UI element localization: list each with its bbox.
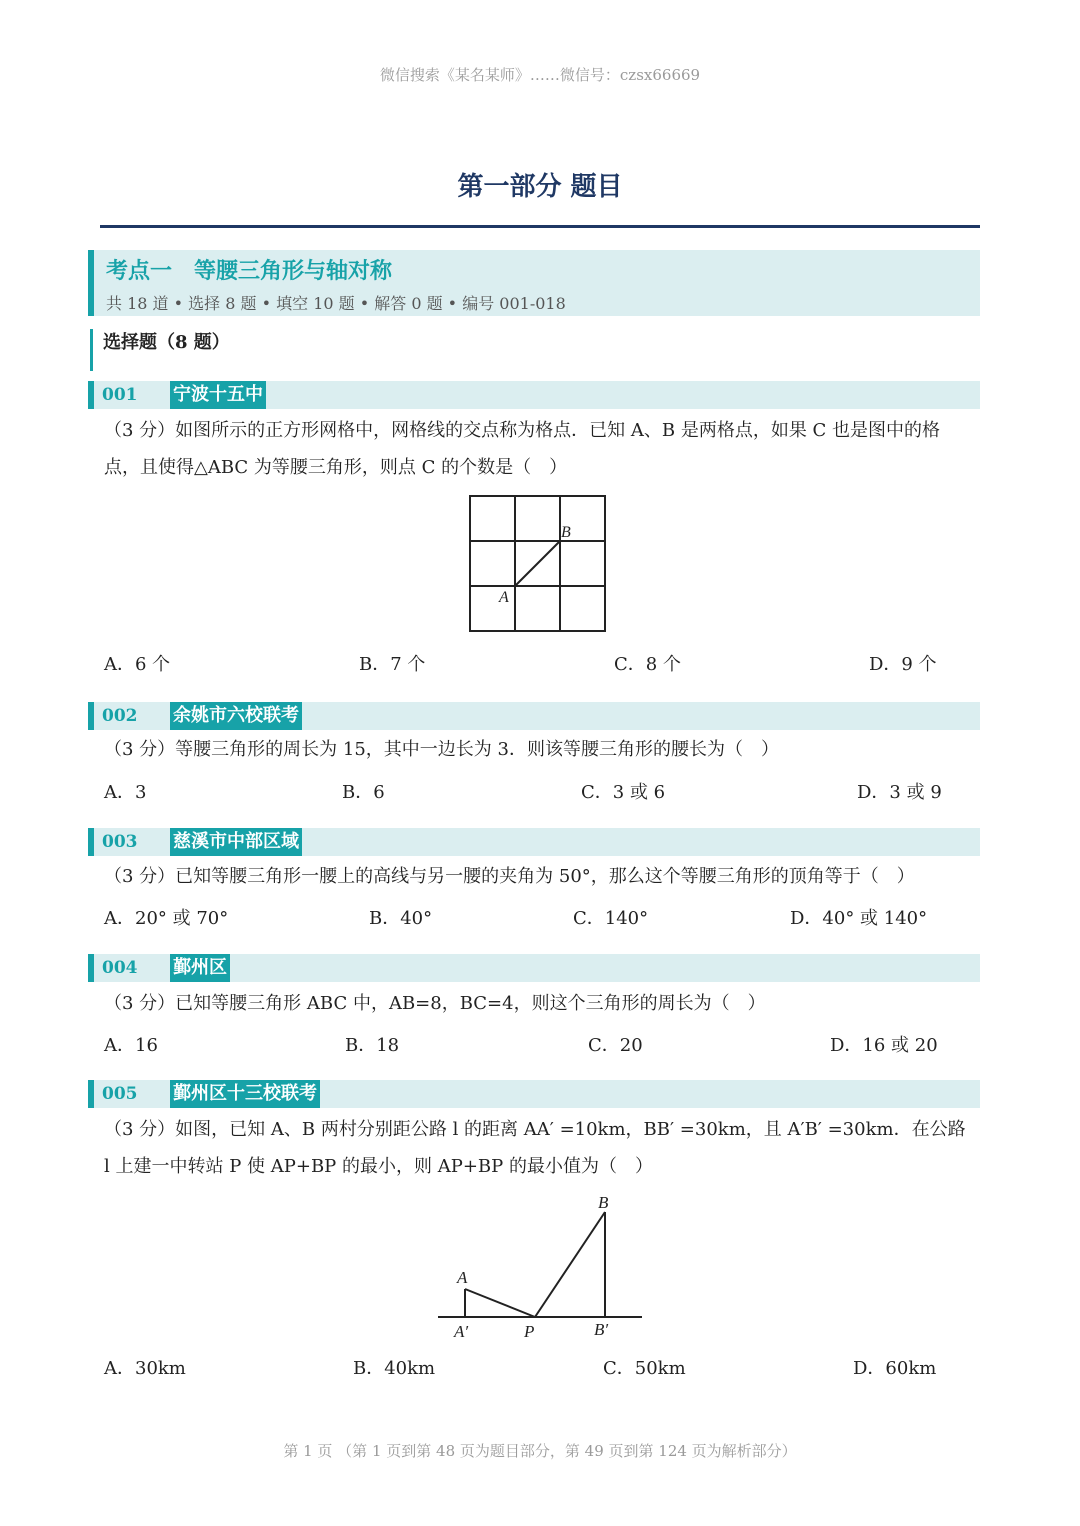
option-c: C．20 [588, 1035, 643, 1056]
question-source: 鄞州区 [170, 954, 230, 982]
option-d: D．40° 或 140° [790, 908, 928, 929]
option-b: B．18 [345, 1035, 400, 1056]
question-header [88, 954, 980, 982]
section-heading: 选择题（8 题） [90, 329, 230, 371]
point-b-label: B [598, 1193, 609, 1212]
part-title: 第一部分 题目 [457, 172, 623, 202]
grid-figure [468, 494, 608, 634]
option-d: D．60km [853, 1358, 937, 1379]
question-source: 鄞州区十三校联考 [170, 1080, 320, 1108]
question-header [88, 828, 980, 856]
question-text: （3 分）已知等腰三角形 ABC 中，AB=8，BC=4，则这个三角形的周长为（ ） [104, 993, 766, 1014]
kaodian-title [106, 254, 392, 285]
option-c: C．3 或 6 [581, 782, 666, 803]
segment-ab [515, 541, 560, 586]
option-a: A．6 个 [104, 654, 171, 675]
question-number: 002 [102, 706, 138, 726]
option-d: D．3 或 9 [857, 782, 942, 803]
question-text: （3 分）如图所示的正方形网格中，网格线的交点称为格点．已知 A、B 是两格点，如果 C 也是图中的格点，且使得△ABC 为等腰三角形，则点 C 的个数是（ ） [104, 420, 941, 478]
option-c: C．50km [603, 1358, 686, 1379]
point-b-label: B [561, 524, 571, 541]
option-d: D．9 个 [869, 654, 937, 675]
option-a: A．3 [104, 782, 147, 803]
option-b: B．6 [342, 782, 385, 803]
option-b: B．7 个 [359, 654, 426, 675]
option-c: C．8 个 [614, 654, 681, 675]
point-p-label: P [524, 1322, 535, 1341]
point-a-label: A [457, 1268, 468, 1287]
question-header [88, 381, 980, 409]
point-a-prime-label: A′ [454, 1322, 469, 1341]
option-d: D．16 或 20 [830, 1035, 938, 1056]
question-text: （3 分）如图，已知 A、B 两村分别距公路 l 的距离 AA′ =10km，BB′ =30km，且 A′B′ =30km．在公路 l 上建一中转站 P 使 AP+BP 的最小，则 AP+BP 的最小值为（ ） [104, 1119, 966, 1177]
question-source: 慈溪市中部区域 [170, 828, 302, 856]
header-watermark-note: 微信搜索《某名某师》……微信号：czsx66669 [379, 66, 701, 84]
page-footer: 第 1 页 （第 1 页到第 48 页为题目部分，第 49 页到第 124 页为解析部分） [283, 1442, 797, 1460]
question-source: 余姚市六校联考 [170, 702, 302, 730]
kaodian-label: 考点一 [106, 258, 173, 284]
question-text: （3 分）等腰三角形的周长为 15，其中一边长为 3．则该等腰三角形的腰长为（ ） [104, 739, 779, 760]
kaodian-banner [88, 250, 980, 316]
option-a: A．16 [104, 1035, 158, 1056]
title-divider [100, 225, 980, 228]
option-b: B．40km [353, 1358, 436, 1379]
kaodian-summary: 共 18 道 • 选择 8 题 • 填空 10 题 • 解答 0 题 • 编号 001-018 [106, 294, 566, 313]
kaodian-topic: 等腰三角形与轴对称 [194, 258, 393, 284]
option-a: A．20° 或 70° [104, 908, 229, 929]
point-a-label: A [499, 589, 509, 606]
question-number: 005 [102, 1084, 138, 1104]
segment-pb [535, 1212, 605, 1317]
option-b: B．40° [369, 908, 433, 929]
segment-ap [465, 1289, 535, 1317]
question-number: 001 [102, 385, 138, 405]
option-c: C．140° [573, 908, 649, 929]
point-b-prime-label: B′ [594, 1320, 609, 1339]
question-source: 宁波十五中 [170, 381, 266, 409]
road-figure [436, 1190, 646, 1345]
question-header [88, 702, 980, 730]
question-number: 003 [102, 832, 138, 852]
question-header [88, 1080, 980, 1108]
question-number: 004 [102, 958, 138, 978]
question-text: （3 分）已知等腰三角形一腰上的高线与另一腰的夹角为 50°，那么这个等腰三角形的顶角等于（ ） [104, 866, 915, 887]
option-a: A．30km [104, 1358, 186, 1379]
